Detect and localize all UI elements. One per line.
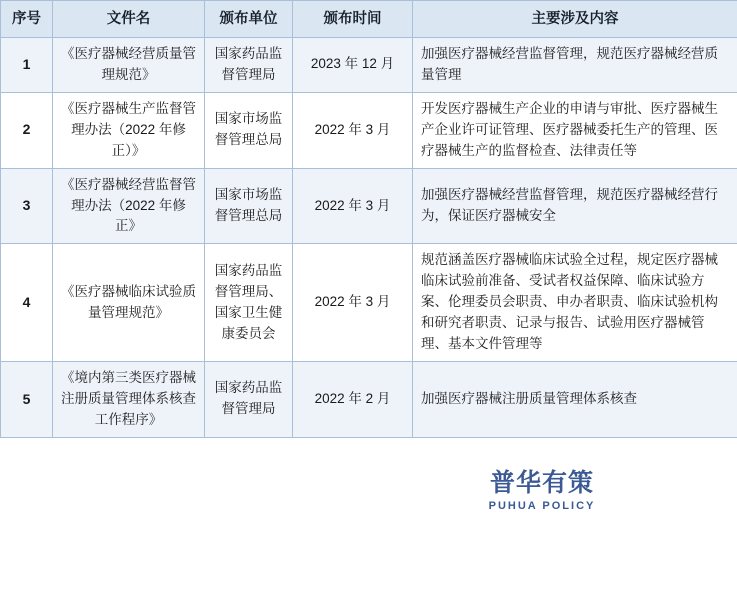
cell-issue-date: 2022 年 3 月	[293, 92, 413, 168]
cell-main-content: 加强医疗器械经营监督管理，规范医疗器械经营质量管理	[413, 38, 737, 93]
cell-issue-date: 2023 年 12 月	[293, 38, 413, 93]
table-row	[1, 168, 737, 244]
column-header-issuing-org: 颁布单位	[205, 1, 293, 38]
table-body	[1, 38, 737, 438]
cell-file-name: 《医疗器械经营质量管理规范》	[53, 38, 205, 93]
cell-file-name: 《医疗器械经营监督管理办法（2022 年修正》	[53, 168, 205, 244]
column-header-issue-date: 颁布时间	[293, 1, 413, 38]
cell-issuing-org: 国家药品监督管理局	[205, 38, 293, 93]
cell-main-content: 规范涵盖医疗器械临床试验全过程，规定医疗器械临床试验前准备、受试者权益保障、临床试验方案、伦理委员会职责、申办者职责、临床试验机构和研究者职责、记录与报告、试验用医疗器械管理、基本文件管理等	[413, 244, 737, 362]
table-row	[1, 92, 737, 168]
cell-index: 2	[1, 92, 53, 168]
cell-issuing-org: 国家市场监督管理总局	[205, 92, 293, 168]
table-row	[1, 244, 737, 362]
cell-index: 1	[1, 38, 53, 93]
cell-file-name: 《医疗器械临床试验质量管理规范》	[53, 244, 205, 362]
column-header-main-content: 主要涉及内容	[413, 1, 737, 38]
cell-main-content: 开发医疗器械生产企业的申请与审批、医疗器械生产企业许可证管理、医疗器械委托生产的管理、医疗器械生产的监督检查、法律责任等	[413, 92, 737, 168]
cell-file-name: 《境内第三类医疗器械注册质量管理体系核查工作程序》	[53, 361, 205, 437]
column-header-index: 序号	[1, 1, 53, 38]
cell-issuing-org: 国家市场监督管理总局	[205, 168, 293, 244]
cell-issue-date: 2022 年 2 月	[293, 361, 413, 437]
cell-issuing-org: 国家药品监督管理局、国家卫生健康委员会	[205, 244, 293, 362]
cell-issue-date: 2022 年 3 月	[293, 168, 413, 244]
watermark-en-text: PUHUA POLICY	[488, 499, 596, 512]
table-row	[1, 38, 737, 93]
cell-main-content: 加强医疗器械经营监督管理，规范医疗器械经营行为，保证医疗器械安全	[413, 168, 737, 244]
cell-index: 3	[1, 168, 53, 244]
cell-issue-date: 2022 年 3 月	[293, 244, 413, 362]
cell-main-content: 加强医疗器械注册质量管理体系核查	[413, 361, 737, 437]
watermark-cn-text: 普华有策	[489, 469, 594, 497]
column-header-file-name: 文件名	[53, 1, 205, 38]
table-header-row	[1, 1, 737, 38]
cell-index: 4	[1, 244, 53, 362]
table-row	[1, 361, 737, 437]
table-header	[1, 1, 737, 38]
cell-issuing-org: 国家药品监督管理局	[205, 361, 293, 437]
cell-file-name: 《医疗器械生产监督管理办法（2022 年修正）》	[53, 92, 205, 168]
cell-index: 5	[1, 361, 53, 437]
watermark	[472, 470, 612, 512]
